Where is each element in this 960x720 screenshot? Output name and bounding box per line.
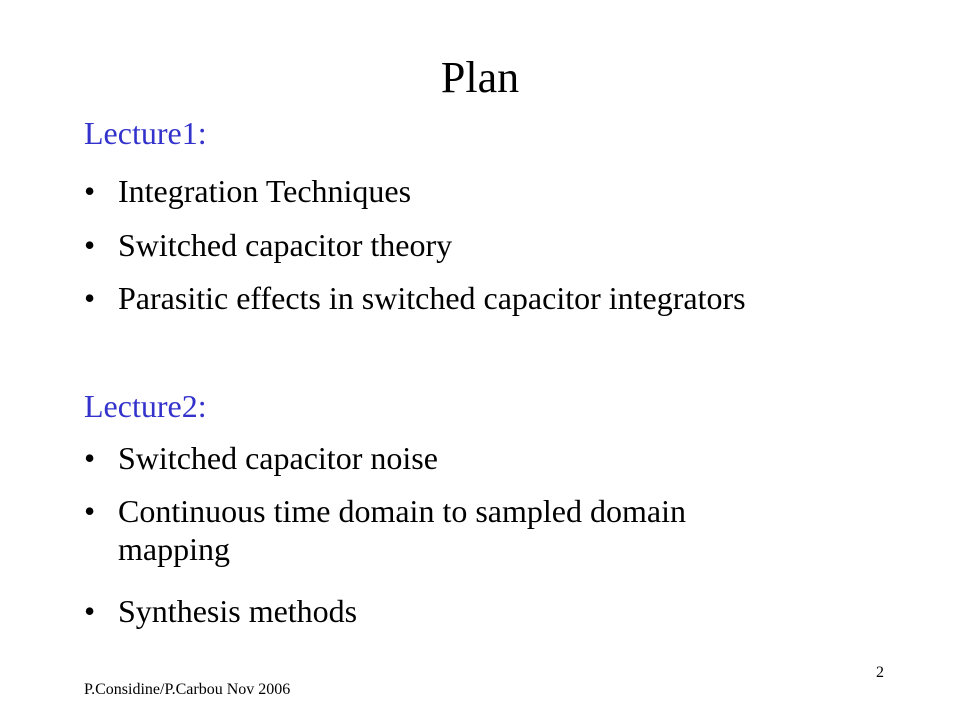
bullet-item bbox=[84, 439, 884, 477]
bullet-item bbox=[84, 226, 884, 264]
bullet-item bbox=[84, 492, 804, 568]
page-number: 2 bbox=[876, 664, 884, 681]
bullet-text: Synthesis methods bbox=[118, 593, 358, 629]
bullet-icon: • bbox=[84, 493, 96, 529]
slide-footer: P.Considine/P.Carbou Nov 2006 bbox=[84, 681, 291, 698]
section-heading-lecture2: Lecture2: bbox=[84, 388, 207, 424]
bullet-icon: • bbox=[84, 440, 96, 476]
bullet-text: Continuous time domain to sampled domain mapping bbox=[118, 493, 686, 567]
bullet-item bbox=[84, 279, 884, 317]
bullet-icon: • bbox=[84, 227, 96, 263]
bullet-text: Integration Techniques bbox=[118, 173, 412, 209]
bullet-icon: • bbox=[84, 593, 96, 629]
bullet-item bbox=[84, 592, 884, 630]
section-heading-lecture1: Lecture1: bbox=[84, 115, 207, 151]
bullet-icon: • bbox=[84, 280, 96, 316]
bullet-text: Switched capacitor noise bbox=[118, 440, 438, 476]
bullet-item bbox=[84, 172, 884, 210]
slide-title: Plan bbox=[440, 53, 520, 102]
bullet-icon: • bbox=[84, 173, 96, 209]
bullet-text: Parasitic effects in switched capacitor integrators bbox=[118, 280, 746, 316]
bullet-text: Switched capacitor theory bbox=[118, 227, 453, 263]
